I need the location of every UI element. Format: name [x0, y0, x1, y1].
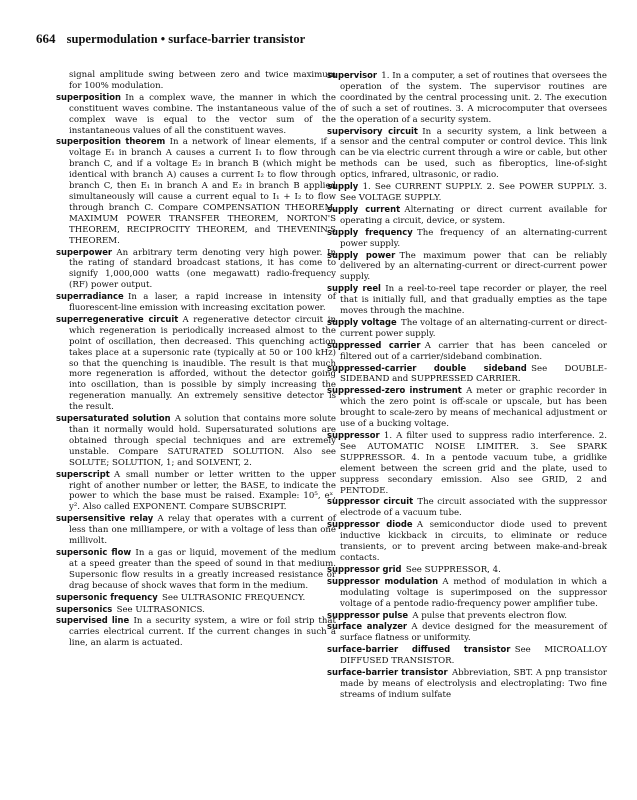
entry-definition: In a gas or liquid, movement of the medium at a speed greater than the speed of sound in that medium. Supersonic flow results in a greatly increased resistance or drag because of shock waves that form in the medium.	[69, 547, 336, 591]
entry-term: supersonic frequency	[56, 591, 158, 602]
dictionary-entry	[327, 519, 607, 564]
entry-term: superposition	[56, 91, 121, 102]
dictionary-entry	[327, 496, 607, 519]
entry-definition: 1. In a computer, a set of routines that oversees the operation of the system. The supervisor routines are coordinated by the central processing unit. 2. The execution of such a set of routines. 3. A microcomputer that oversees the operation of a security system.	[340, 71, 607, 125]
entry-term: supply frequency	[327, 226, 413, 237]
dictionary-entry	[327, 181, 607, 204]
dictionary-entry	[56, 513, 336, 547]
entry-definition: In a reel-to-reel tape recorder or player, the reel that is initially full, and that gradually empties as the tape moves through the machine.	[340, 284, 608, 317]
entry-term: supersonics	[56, 603, 113, 614]
entry-definition: Abbreviation, SBT. A pnp transistor made by means of electrolysis and electroplating: Two fine streams of indium sulfate	[340, 668, 607, 700]
dictionary-entry	[56, 314, 336, 413]
entry-term: superpower	[56, 246, 113, 257]
dictionary-entry	[327, 576, 607, 610]
dictionary-entry	[327, 385, 607, 430]
dictionary-entry	[327, 204, 607, 227]
entry-term: supply	[327, 181, 359, 192]
entry-definition: See ULTRASONICS.	[116, 604, 205, 615]
dictionary-entry	[327, 283, 607, 317]
entry-definition: A small number or letter written to the upper right of another number or letter, the BASE, to indicate the power to which the base must be raised. Example: 10⁵, eˣ, y². Also called EXPONENT. Compare SUBSCRIPT.	[69, 469, 336, 513]
entry-term: supersensitive relay	[56, 513, 154, 524]
entry-definition: See SUPPRESSOR, 4.	[405, 564, 501, 575]
entry-term: supply current	[327, 203, 401, 214]
entry-term: superregenerative circuit	[56, 313, 179, 324]
dictionary-entry	[56, 469, 336, 514]
dictionary-entry	[327, 610, 607, 622]
entry-definition: The voltage of an alternating-current or direct-current power supply.	[340, 317, 607, 339]
entry-term: supersonic flow	[56, 546, 132, 557]
entry-term: supervisor	[327, 70, 377, 80]
dictionary-entry	[327, 667, 607, 701]
entry-definition: 1. See CURRENT SUPPLY. 2. See POWER SUPPLY. 3. See VOLTAGE SUPPLY.	[340, 182, 607, 203]
dictionary-entry	[56, 247, 336, 292]
entry-definition: In a security system, a wire or foil strip that carries electrical current. If the current changes in such a line, an alarm is actuated.	[69, 616, 336, 649]
entry-term: suppressor pulse	[327, 609, 409, 620]
dictionary-entry	[56, 604, 336, 616]
entry-definition: See ULTRASONIC FREQUENCY.	[161, 592, 306, 603]
dictionary-entry	[327, 250, 607, 284]
entry-term: surface analyzer	[327, 621, 408, 632]
entry-term: suppressor circuit	[327, 496, 414, 507]
entry-definition: Alternating or direct current available for operating a circuit, device, or system.	[340, 204, 607, 226]
dictionary-entry	[56, 592, 336, 604]
entry-term: supervisory circuit	[327, 125, 418, 136]
entry-definition: See MICROALLOY DIFFUSED TRANSISTOR.	[340, 645, 607, 667]
dictionary-entry	[56, 92, 336, 137]
entry-definition: The circuit associated with the suppressor electrode of a vacuum tube.	[340, 497, 607, 519]
entry-term: suppressor grid	[327, 563, 402, 574]
dictionary-entry	[327, 317, 607, 340]
entry-term: suppressed-zero instrument	[327, 385, 462, 396]
entry-definition: An arbitrary term denoting very high power. In the rating of standard broadcast stations, it has come to signify 1,000,000 watts (one megawatt) radio-frequency (RF) power output.	[69, 247, 336, 291]
entry-definition: See DOUBLE-SIDEBAND and SUPPRESSED CARRIER.	[340, 363, 607, 385]
entry-definition: In a network of linear elements, if a voltage E₁ in branch A causes a current I₁ to flow through branch C, and if a voltage E₂ in branch B (which might be identical with branch A) causes a current I₂ to flow through branch C, then E₁ in branch A and E₂ in branch B applied simultaneously will cause a current equal to I₁ + I₂ to flow through branch C. Compare COMPENSATION THEOREM, MAXIMUM POWER TRANSFER THEOREM, NORTON'S THEOREM, RECIPROCITY THEOREM, and THEVENIN'S THEOREM.	[69, 137, 336, 246]
entry-definition: A meter or graphic recorder in which the zero point is off-scale or upscale, but has been brought to scale-zero by means of mechanical adjustment or use of a bucking voltage.	[340, 386, 607, 430]
entry-term: surface-barrier transistor	[327, 667, 448, 678]
dictionary-entry	[327, 564, 607, 576]
dictionary-entry	[327, 621, 607, 644]
dictionary-entry	[56, 291, 336, 314]
entry-definition: A semiconductor diode used to prevent inductive kickback in circuits, to eliminate or reduce transients, or to prevent arcing between make-and-break contacts.	[340, 520, 607, 563]
entry-definition: A pulse that prevents electron flow.	[412, 610, 568, 621]
dictionary-entry	[327, 227, 607, 250]
entry-term: suppressor	[327, 430, 380, 440]
entry-term: supervised line	[56, 615, 130, 626]
entry-term: suppressed-carrier double sideband	[327, 362, 527, 373]
dictionary-entry	[56, 615, 336, 649]
entry-definition: In a complex wave, the manner in which the constituent waves combine. The instantaneous value of the complex wave is equal to the vector sum of the instantaneous values of all the constituent waves.	[69, 92, 336, 136]
entry-term: supply power	[327, 249, 396, 260]
entry-definition: In a laser, a rapid increase in intensity of fluorescent-line emission with increasing excitation power.	[69, 292, 336, 314]
entry-definition: The maximum power that can be reliably delivered by an alternating-current or direct-current power supply.	[340, 250, 607, 283]
entry-term: supply reel	[327, 283, 381, 294]
dictionary-entry	[56, 136, 336, 246]
dictionary-entry	[56, 70, 336, 92]
dictionary-entry	[327, 363, 607, 386]
entry-definition: A device designed for the measurement of surface flatness or uniformity.	[340, 622, 607, 644]
dictionary-entry	[327, 340, 607, 363]
entry-definition: In a security system, a link between a sensor and the central computer or control device. This link can be via electric current through a wire or cable, but other methods can be used, such as fiberoptics, line-of-sight optics, infrared, ultrasonic, or radio.	[340, 126, 607, 181]
entry-term: supersaturated solution	[56, 413, 171, 424]
entry-definition: A regenerative detector circuit in which regeneration is periodically increased almost to the point of oscillation, then decreased. This quenching action takes place at a supersonic rate (typically at 50 or 100 kHz) so that the quenching is inaudible. The result is that much more regeneration is afforded, without the detector going into oscillation, than is possible by simply increasing the regeneration manually. An extremely sensitive detector is the result.	[69, 314, 337, 413]
running-head: supermodulation • surface-barrier transistor	[66, 32, 306, 46]
entry-term: supply voltage	[327, 316, 397, 327]
dictionary-entry	[327, 126, 607, 182]
page-number: 664	[36, 31, 56, 46]
entry-definition: 1. A filter used to suppress radio interference. 2. See AUTOMATIC NOISE LIMITER. 3. See SPARK SUPPRESSOR. 4. In a pentode vacuum tube, a gridlike element between the screen grid and the plate, used to suppress secondary emission. Also see GRID, 2 and PENTODE.	[340, 431, 607, 496]
dictionary-entry	[56, 413, 336, 469]
entry-definition: A method of modulation in which a modulating voltage is superimposed on the suppressor voltage of a pentode radio-frequency power amplifier tube.	[340, 576, 607, 609]
dictionary-entry	[327, 430, 607, 496]
dictionary-entry	[56, 547, 336, 592]
entry-definition: A carrier that has been canceled or filtered out of a carrier/sideband combination.	[340, 340, 607, 362]
entry-term: superradiance	[56, 291, 124, 302]
right-column	[327, 70, 607, 701]
page-header	[36, 31, 305, 47]
entry-definition: The frequency of an alternating-current power supply.	[340, 227, 607, 249]
entry-term: suppressor diode	[327, 519, 413, 530]
entry-definition: signal amplitude swing between zero and twice maximum for 100% modulation.	[69, 70, 336, 91]
dictionary-entry	[327, 70, 607, 126]
entry-term: superposition theorem	[56, 136, 166, 147]
entry-term: suppressed carrier	[327, 339, 421, 350]
left-column	[56, 70, 336, 649]
entry-term: suppressor modulation	[327, 575, 439, 586]
entry-definition: A relay that operates with a current of less than one milliampere, or with a voltage of less than one millivolt.	[69, 514, 336, 547]
entry-definition: A solution that contains more solute than it normally would hold. Supersaturated solutions are obtained through special techniques and are extremely unstable. Compare SATURATED SOLUTION. Also see SOLUTE; SOLUTION, 1; and SOLVENT, 2.	[69, 414, 336, 468]
dictionary-entry	[327, 644, 607, 667]
entry-term: superscript	[56, 468, 110, 479]
entry-term: surface-barrier diffused transistor	[327, 644, 511, 655]
